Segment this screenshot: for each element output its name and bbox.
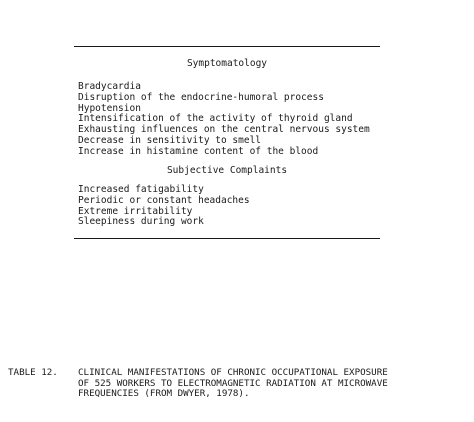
- list-item: Sleepiness during work: [78, 216, 204, 228]
- caption-line: OF 525 WORKERS TO ELECTROMAGNETIC RADIATION AT MICROWAVE: [78, 377, 388, 389]
- section-heading-subjective-complaints: Subjective Complaints: [166, 165, 288, 176]
- list-item: Disruption of the endocrine-humoral process: [78, 91, 324, 103]
- table-bottom-rule: [74, 238, 380, 239]
- symptom-list: [78, 82, 370, 158]
- list-item: Increased fatigability: [78, 184, 204, 195]
- caption-text: [78, 368, 388, 400]
- table-top-rule: [74, 46, 380, 47]
- complaint-list: [78, 185, 250, 228]
- list-item: Bradycardia: [78, 81, 141, 92]
- caption-line: CLINICAL MANIFESTATIONS OF CHRONIC OCCUPATIONAL EXPOSURE: [78, 367, 388, 378]
- section-heading-symptomatology: Symptomatology: [186, 58, 268, 69]
- list-item: Decrease in sensitivity to smell: [78, 134, 262, 146]
- caption-label: TABLE 12.: [8, 367, 58, 378]
- list-item: Extreme irritability: [78, 205, 193, 217]
- list-item: Exhausting influences on the central nervous system: [78, 124, 370, 136]
- list-item: Hypotension: [78, 102, 141, 114]
- list-item: Increase in histamine content of the blood: [78, 145, 319, 157]
- list-item: Intensification of the activity of thyroid gland: [78, 113, 353, 125]
- caption-line: FREQUENCIES (FROM DWYER, 1978).: [78, 388, 250, 400]
- list-item: Periodic or constant headaches: [78, 194, 250, 206]
